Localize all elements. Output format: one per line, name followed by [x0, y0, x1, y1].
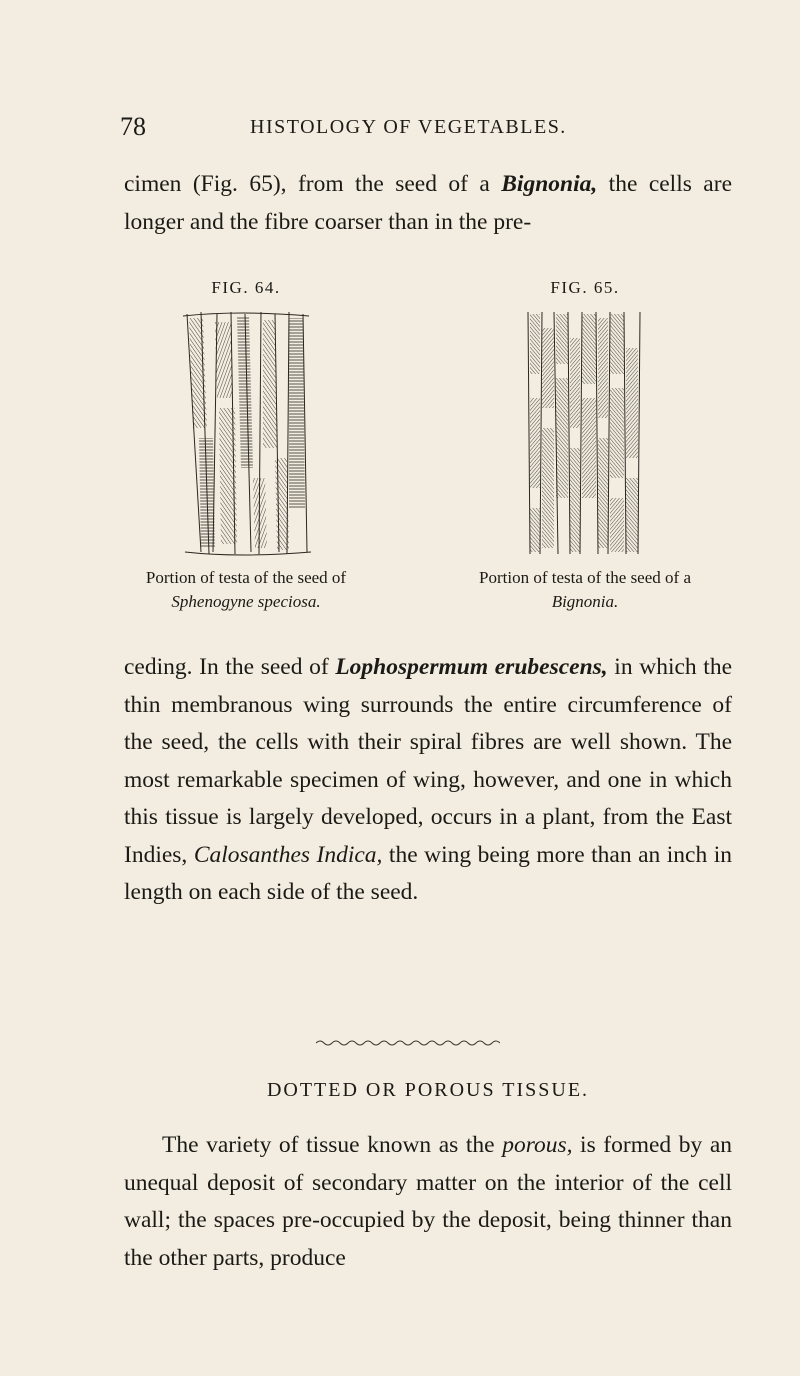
running-title: HISTOLOGY OF VEGETABLES.	[250, 116, 567, 138]
caption-text: Portion of testa of the seed of	[145, 568, 347, 587]
paragraph-2	[124, 649, 732, 912]
section-heading: DOTTED OR POROUS TISSUE.	[266, 1079, 590, 1101]
page-number: 78	[120, 112, 146, 141]
caption-text: Portion of testa of the seed of a	[479, 568, 691, 587]
caption-species: Bignonia.	[551, 592, 619, 611]
figure-64	[128, 278, 364, 614]
paragraph-text: is formed by an unequal deposit of secondary matter on the interior of the cell wall; the spaces pre-occupied by the deposit, being thinner than the other parts, produce	[124, 1132, 733, 1271]
species-name: Calosanthes Indica,	[193, 841, 383, 868]
paragraph-text: in which the thin membranous wing surrounds the entire circumference of the seed, the cells with their spiral fibres are well shown. The most remarkable specimen of wing, however, and one in which this tissue is largely developed, occurs in a plant, from the East Indies,	[124, 654, 733, 868]
paragraph-text: the cells are longer and the fibre coarser than in the pre-	[124, 171, 732, 235]
paragraph-text: The variety of tissue known as the	[162, 1132, 503, 1158]
genus-name: Bignonia,	[501, 171, 598, 197]
figure-65	[435, 278, 735, 614]
page-header	[120, 112, 740, 144]
species-name: Lophospermum erubescens,	[335, 654, 608, 680]
testa-illustration-65	[524, 308, 646, 558]
paragraph-text: the wing being more than an inch in length on each side of the seed.	[124, 841, 732, 905]
paragraph-text: ceding. In the seed of	[124, 654, 336, 680]
paragraph-3	[124, 1127, 732, 1277]
paragraph-1	[124, 166, 732, 241]
caption-species: Sphenogyne speciosa.	[171, 592, 321, 611]
wavy-rule-ornament	[316, 1038, 500, 1048]
figure-label: FIG. 64.	[211, 278, 281, 297]
testa-illustration-64	[179, 308, 313, 558]
paragraph-text: cimen (Fig. 65), from the seed of a	[124, 171, 502, 197]
figure-caption	[128, 566, 364, 614]
term: porous,	[502, 1132, 573, 1158]
figure-label: FIG. 65.	[550, 278, 620, 297]
figure-caption	[435, 566, 735, 614]
